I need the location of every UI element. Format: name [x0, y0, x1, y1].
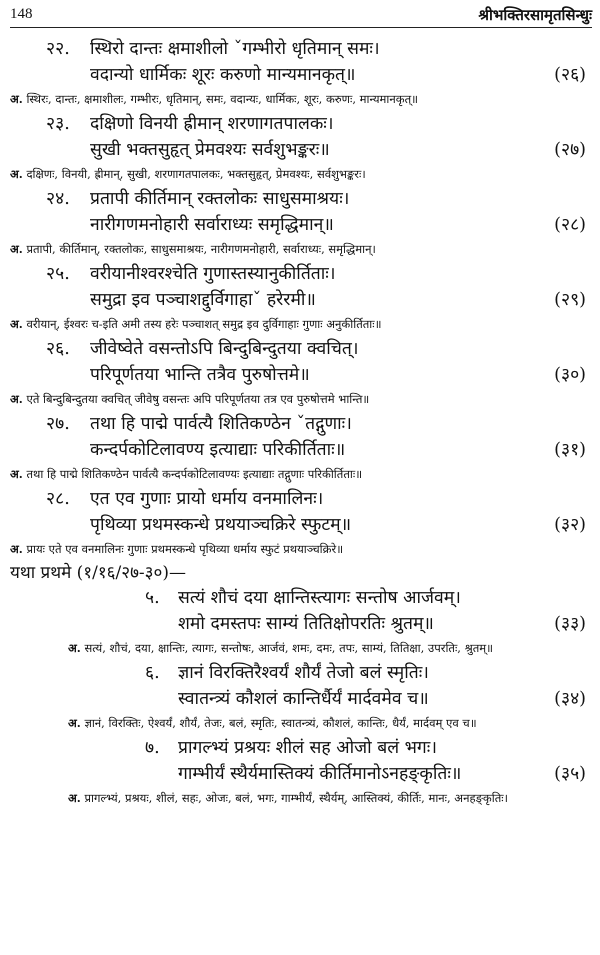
- verse-text: प्रागल्भ्यं प्रश्रयः शीलं सह ओजो बलं भगः।: [178, 738, 437, 758]
- anvaya-paragraph: [0, 712, 600, 735]
- verse-text: गाम्भीर्यं स्थैर्यमास्तिक्यं कीर्तिमानोऽनहङ्कृतिः॥: [178, 764, 462, 784]
- verse-line: [0, 111, 600, 137]
- verse-line: [0, 611, 600, 637]
- verse-block: [0, 486, 600, 561]
- anvaya-text: दक्षिणः, विनयी, ह्रीमान्, सुखी, शरणागतपालकः, भक्तसुहृत्, प्रेमवश्यः, सर्वशुभङ्करः।: [26, 167, 366, 181]
- anvaya-text: प्रतापी, कीर्तिमान्, रक्तलोकः, साधुसमाश्रयः, नारीगणमनोहारी, सर्वाराध्यः, समृद्धिमान्।: [26, 242, 376, 256]
- verse-text: एत एव गुणाः प्रायो धर्माय वनमालिनः।: [90, 489, 324, 509]
- anvaya-paragraph: [0, 88, 600, 111]
- verse-line: [0, 137, 600, 163]
- page-number: 148: [10, 6, 33, 22]
- verse-line: [0, 186, 600, 212]
- verse-line: [0, 362, 600, 388]
- verse-line: [0, 287, 600, 313]
- verse-reference: (३४): [554, 689, 586, 709]
- verse-number: ७.: [145, 738, 160, 758]
- verse-reference: (२६): [554, 65, 586, 85]
- verse-line: [0, 437, 600, 463]
- anvaya-label: अ.: [10, 392, 23, 406]
- anvaya-paragraph: [0, 637, 600, 660]
- anvaya-paragraph: [0, 787, 600, 810]
- verse-text: प्रतापी कीर्तिमान् रक्तलोकः साधुसमाश्रयः।: [90, 189, 350, 209]
- verse-block: [0, 261, 600, 336]
- quotation-heading: यथा प्रथमे (१/१६/२७-३०)—: [10, 563, 186, 583]
- verse-reference: (२७): [554, 140, 586, 160]
- verse-line: [0, 261, 600, 287]
- verse-reference: (३२): [554, 515, 586, 535]
- anvaya-text: प्रागल्भ्यं, प्रश्रयः, शीलं, सहः, ओजः, बलं, भगः, गाम्भीर्यं, स्थैर्यम्, आस्तिक्यं, कीर्तिः, मानः, अनहङ्कृतिः।: [84, 791, 508, 805]
- verse-block: [0, 411, 600, 486]
- anvaya-label: अ.: [68, 791, 81, 805]
- verse-block: [0, 36, 600, 111]
- verse-line: [0, 336, 600, 362]
- anvaya-text: तथा हि पाद्मे शितिकण्ठेन पार्वत्यै कन्दर्पकोटिलावण्यः इत्याद्याः तद्गुणाः परिकीर्तिताः॥: [26, 467, 363, 481]
- verse-line: [0, 486, 600, 512]
- verse-line: [0, 761, 600, 787]
- verse-number: २७.: [46, 414, 70, 434]
- verse-text: परिपूर्णतया भान्ति तत्रैव पुरुषोत्तमे॥: [90, 365, 310, 385]
- verse-line: [0, 212, 600, 238]
- anvaya-label: अ.: [10, 542, 23, 556]
- verse-block: [0, 186, 600, 261]
- verse-text: समुद्रा इव पञ्चाशद्दुर्विगाहाˇ हरेरमी॥: [90, 290, 316, 310]
- verse-number: २६.: [46, 339, 70, 359]
- verse-line: [0, 686, 600, 712]
- verse-number: २५.: [46, 264, 70, 284]
- verse-number: २८.: [46, 489, 70, 509]
- verse-text: पृथिव्या प्रथमस्कन्धे प्रथयाञ्चक्रिरे स्फुटम्॥: [90, 515, 352, 535]
- anvaya-label: अ.: [10, 242, 23, 256]
- quoted-verse-block: [0, 585, 600, 660]
- header-rule: [10, 27, 592, 28]
- verse-line: [0, 585, 600, 611]
- page-body: [0, 36, 600, 810]
- page-header: [10, 4, 592, 28]
- verse-reference: (३०): [554, 365, 586, 385]
- verse-number: ५.: [145, 588, 160, 608]
- anvaya-paragraph: [0, 238, 600, 261]
- anvaya-text: प्रायः एते एव वनमालिनः गुणाः प्रथमस्कन्धे पृथिव्या धर्माय स्फुटं प्रथयाञ्चक्रिरे॥: [26, 542, 344, 556]
- anvaya-label: अ.: [10, 92, 23, 106]
- verse-text: नारीगणमनोहारी सर्वाराध्यः समृद्धिमान्॥: [90, 215, 334, 235]
- verse-text: वदान्यो धार्मिकः शूरः करुणो मान्यमानकृत्॥: [90, 65, 356, 85]
- verse-line: [0, 512, 600, 538]
- verse-text: सुखी भक्तसुहृत् प्रेमवश्यः सर्वशुभङ्करः॥: [90, 140, 330, 160]
- verse-reference: (३५): [554, 764, 586, 784]
- verse-number: ६.: [145, 663, 160, 683]
- verse-number: २२.: [46, 39, 70, 59]
- running-title: श्रीभक्तिरसामृतसिन्धुः: [478, 6, 592, 24]
- anvaya-label: अ.: [10, 467, 23, 481]
- anvaya-text: स्थिरः, दान्तः, क्षमाशीलः, गम्भीरः, धृतिमान्, समः, वदान्यः, धार्मिकः, शूरः, करुणः, मान्यमानकृत्॥: [26, 92, 419, 106]
- anvaya-paragraph: [0, 463, 600, 486]
- verse-line: [0, 36, 600, 62]
- verse-block: [0, 336, 600, 411]
- verse-text: शमो दमस्तपः साम्यं तितिक्षोपरतिः श्रुतम्॥: [178, 614, 434, 634]
- anvaya-label: अ.: [10, 317, 23, 331]
- verse-line: [0, 62, 600, 88]
- anvaya-paragraph: [0, 388, 600, 411]
- verse-line: [0, 411, 600, 437]
- verse-reference: (३३): [554, 614, 586, 634]
- verse-number: २४.: [46, 189, 70, 209]
- verse-text: स्थिरो दान्तः क्षमाशीलो ˇगम्भीरो धृतिमान् समः।: [90, 39, 380, 59]
- verse-reference: (२९): [554, 290, 586, 310]
- verse-line: [0, 660, 600, 686]
- verse-text: कन्दर्पकोटिलावण्य इत्याद्याः परिकीर्तिताः॥: [90, 440, 346, 460]
- anvaya-text: एते बिन्दुबिन्दुतया क्वचित् जीवेषु वसन्तः अपि परिपूर्णतया तत्र एव पुरुषोत्तमे भान्ति॥: [26, 392, 370, 406]
- quoted-verse-block: [0, 660, 600, 735]
- anvaya-text: ज्ञानं, विरक्तिः, ऐश्वर्यं, शौर्यं, तेजः, बलं, स्मृतिः, स्वातन्त्र्यं, कौशलं, कान्तिः, धैर्यं, मार्दवम् एव च॥: [84, 716, 477, 730]
- anvaya-paragraph: [0, 313, 600, 336]
- verse-line: [0, 735, 600, 761]
- verse-reference: (३१): [554, 440, 586, 460]
- anvaya-text: सत्यं, शौचं, दया, क्षान्तिः, त्यागः, सन्तोषः, आर्जवं, शमः, दमः, तपः, साम्यं, तितिक्षा, उपरतिः, श्रुतम्॥: [84, 641, 494, 655]
- anvaya-label: अ.: [68, 716, 81, 730]
- anvaya-paragraph: [0, 163, 600, 186]
- verse-reference: (२८): [554, 215, 586, 235]
- verse-text: स्वातन्त्र्यं कौशलं कान्तिर्धैर्यं मार्दवमेव च॥: [178, 689, 429, 709]
- verse-text: जीवेष्वेते वसन्तोऽपि बिन्दुबिन्दुतया क्वचित्।: [90, 339, 359, 359]
- anvaya-label: अ.: [68, 641, 81, 655]
- verse-text: सत्यं शौचं दया क्षान्तिस्त्यागः सन्तोष आर्जवम्।: [178, 588, 461, 608]
- anvaya-label: अ.: [10, 167, 23, 181]
- anvaya-paragraph: [0, 538, 600, 561]
- verse-number: २३.: [46, 114, 70, 134]
- verse-text: दक्षिणो विनयी ह्रीमान् शरणागतपालकः।: [90, 114, 334, 134]
- verse-text: ज्ञानं विरक्तिरैश्वर्यं शौर्यं तेजो बलं स्मृतिः।: [178, 663, 429, 683]
- quoted-verse-block: [0, 735, 600, 810]
- verse-text: तथा हि पाद्मे पार्वत्यै शितिकण्ठेन ˇतद्गुणाः।: [90, 414, 352, 434]
- verse-block: [0, 111, 600, 186]
- anvaya-text: वरीयान्, ईश्वरः च-इति अमी तस्य हरेः पञ्चाशत् समुद्र इव दुर्विगाहाः गुणाः अनुकीर्तिताः॥: [26, 317, 382, 331]
- verse-text: वरीयानीश्वरश्चेति गुणास्तस्यानुकीर्तिताः।: [90, 264, 336, 284]
